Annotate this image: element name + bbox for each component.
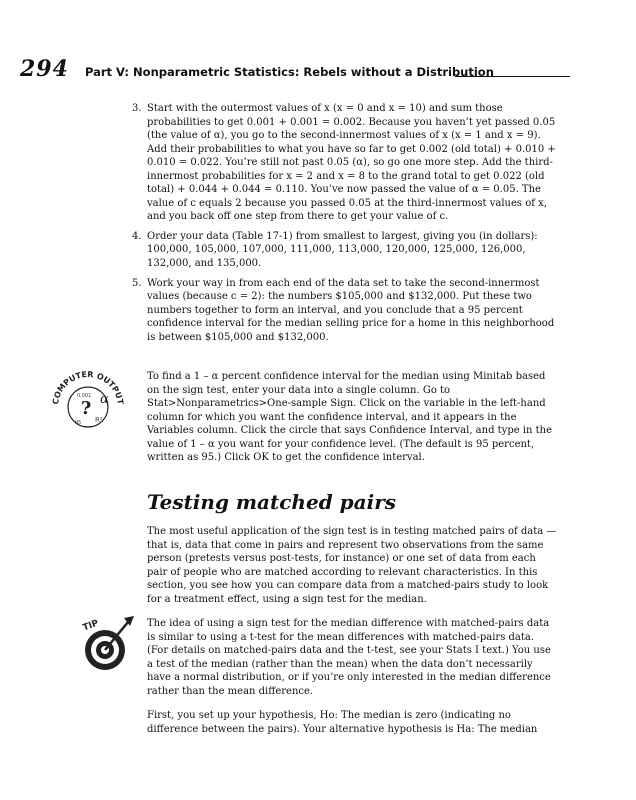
tip-target-icon <box>78 612 138 676</box>
tip-icon-label: TIP <box>81 618 101 634</box>
step-text: Work your way in from each end of the data set to take the second-innermost values (because c = 2): the numbers $105,000 and $132,000. Put these two numbers together to form an interval, and you conclude that a 95 percent confidence interval for the median selling price for a home in this neighborhood is between $105,000 and $132,000. <box>147 277 555 343</box>
svg-text:R²: R² <box>95 416 103 424</box>
computer-output-icon <box>48 367 130 449</box>
svg-text:0.001: 0.001 <box>77 393 92 399</box>
page-number: 294 <box>20 56 69 82</box>
page-header <box>20 56 560 86</box>
section-title: Testing matched pairs <box>147 490 396 514</box>
svg-text:α: α <box>100 392 109 407</box>
step-text: Start with the outermost values of x (x = 0 and x = 10) and sum those probabilities to get 0.001 + 0.001 = 0.002. Because you haven’t yet passed 0.05 (the value of α), you go to the second-innermost values of x (x = 1 and x = 9). Add their probabilities to what you have so far to get 0.002 (old total) + 0.010 + 0.010 = 0.022. You’re still not past 0.05 (α), so go one more step. Add the third-innermost probabilities for x = 2 and x = 8 to the grand total to get 0.022 (old total) + 0.044 + 0.044 = 0.110. You’ve now passed the value of α = 0.05. The value of c equals 2 because you passed 0.05 at the third-innermost values of x, and you back off one step from there to get your value of c. <box>147 103 556 223</box>
step-number: 5. <box>132 277 142 289</box>
running-head: Part V: Nonparametric Statistics: Rebels without a Distribution <box>85 65 494 79</box>
step-item <box>132 230 557 271</box>
step-number: 4. <box>132 230 142 242</box>
step-item <box>132 102 557 224</box>
step-number: 3. <box>132 103 142 114</box>
svg-text:95: 95 <box>75 420 82 426</box>
step-text: Order your data (Table 17-1) from smallest to largest, giving you (in dollars): 100,000, 105,000, 107,000, 111,000, 113,000, 120,000, 125,000, 126,000, 132,000, and 135,000. <box>147 230 538 270</box>
svg-text:?: ? <box>80 398 92 419</box>
section-intro: The most useful application of the sign test is in testing matched pairs of data — that is, data that come in pairs and represent two observations from the same person (pretests versus post-tests, for instance) or one set of data from each pair of people who are matched according to relevant characteristics. In this section, you see how you can compare data from a matched-pairs study to look for a treatment effect, using a sign test for the median. <box>147 526 557 605</box>
closing-paragraph: First, you set up your hypothesis, Ho: The median is zero (indicating no difference between the pairs). Your alternative hypothesis is Ha: The median <box>147 710 538 735</box>
step-list <box>132 102 557 350</box>
computer-output-icon-label: COMPUTER OUTPUT <box>51 369 125 406</box>
step-item <box>132 277 557 345</box>
computer-output-paragraph: To find a 1 – α percent confidence interval for the median using Minitab based on the sign test, enter your data into a single column. Go to Stat>Nonparametrics>One-sample Sign. Click on the variable in the left-hand column for which you want the confidence interval, and it appears in the Variables column. Click the circle that says Confidence Interval, and type in the value of 1 – α you want for your confidence level. (The default is 95 percent, written as 95.) Click OK to get the confidence interval. <box>147 371 553 464</box>
header-rule <box>455 76 570 77</box>
tip-paragraph: The idea of using a sign test for the median difference with matched-pairs data is similar to using a t-test for the mean differences with matched-pairs data. (For details on matched-pairs data and the t-test, see your Stats I text.) You use a test of the median (rather than the mean) when the data don’t necessarily have a normal distribution, or if you’re only interested in the median difference rather than the mean difference. <box>147 618 551 697</box>
